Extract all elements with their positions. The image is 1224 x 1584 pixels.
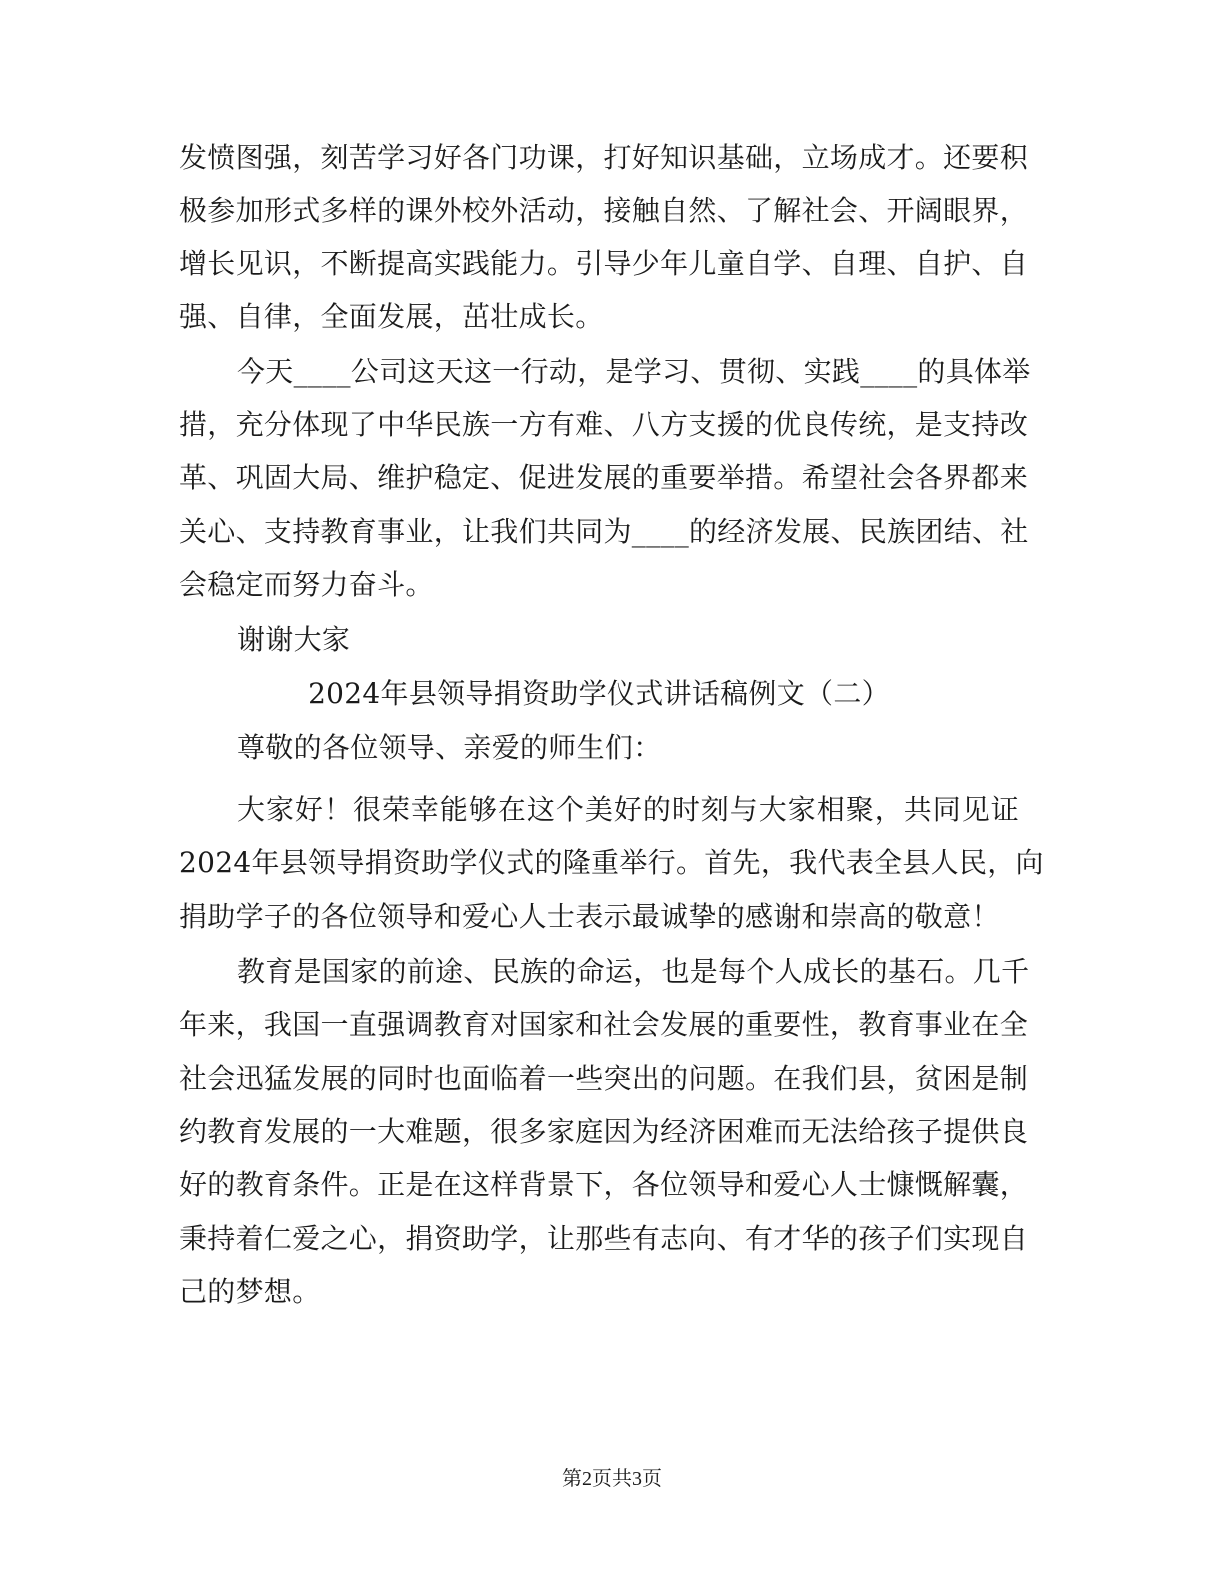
- paragraph-line: 约教育发展的一大难题，很多家庭因为经济困难而无法给孩子提供良: [179, 1115, 1029, 1148]
- paragraph-line: 关心、支持教育事业，让我们共同为____的经济发展、民族团结、社: [179, 515, 1029, 548]
- salutation: 尊敬的各位领导、亲爱的师生们：: [237, 731, 662, 764]
- paragraph-line: 社会迅猛发展的同时也面临着一些突出的问题。在我们县，贫困是制: [179, 1062, 1029, 1095]
- paragraph-line: 年来，我国一直强调教育对国家和社会发展的重要性，教育事业在全: [179, 1008, 1029, 1041]
- paragraph-line: 捐助学子的各位领导和爱心人士表示最诚挚的感谢和崇高的敬意！: [179, 900, 1000, 933]
- paragraph-line: 今天____公司这天这一行动，是学习、贯彻、实践____的具体举: [237, 355, 1031, 388]
- paragraph-line: 增长见识，不断提高实践能力。引导少年儿童自学、自理、自护、自: [179, 247, 1029, 280]
- section-title: 2024年县领导捐资助学仪式讲话稿例文（二）: [308, 677, 890, 710]
- paragraph-line: 好的教育条件。正是在这样背景下，各位领导和爱心人士慷慨解囊，: [179, 1168, 1029, 1201]
- paragraph-line: 秉持着仁爱之心，捐资助学，让那些有志向、有才华的孩子们实现自: [179, 1222, 1029, 1255]
- paragraph-line: 革、巩固大局、维护稳定、促进发展的重要举措。希望社会各界都来: [179, 461, 1029, 494]
- closing-line: 谢谢大家: [237, 623, 351, 656]
- paragraph-line: 大家好！很荣幸能够在这个美好的时刻与大家相聚，共同见证: [237, 793, 1019, 826]
- paragraph-line: 会稳定而努力奋斗。: [179, 568, 434, 601]
- paragraph-line: 发愤图强，刻苦学习好各门功课，打好知识基础，立场成才。还要积: [179, 141, 1029, 174]
- paragraph-line: 措，充分体现了中华民族一方有难、八方支援的优良传统，是支持改: [179, 408, 1029, 441]
- paragraph-line: 强、自律，全面发展，茁壮成长。: [179, 300, 604, 333]
- paragraph-line: 2024年县领导捐资助学仪式的隆重举行。首先，我代表全县人民，向: [179, 846, 1044, 879]
- paragraph-line: 己的梦想。: [179, 1275, 321, 1308]
- page-number: 第2页共3页: [562, 1468, 662, 1490]
- paragraph-line: 教育是国家的前途、民族的命运，也是每个人成长的基石。几千: [237, 955, 1030, 988]
- paragraph-line: 极参加形式多样的课外校外活动，接触自然、了解社会、开阔眼界，: [179, 194, 1029, 227]
